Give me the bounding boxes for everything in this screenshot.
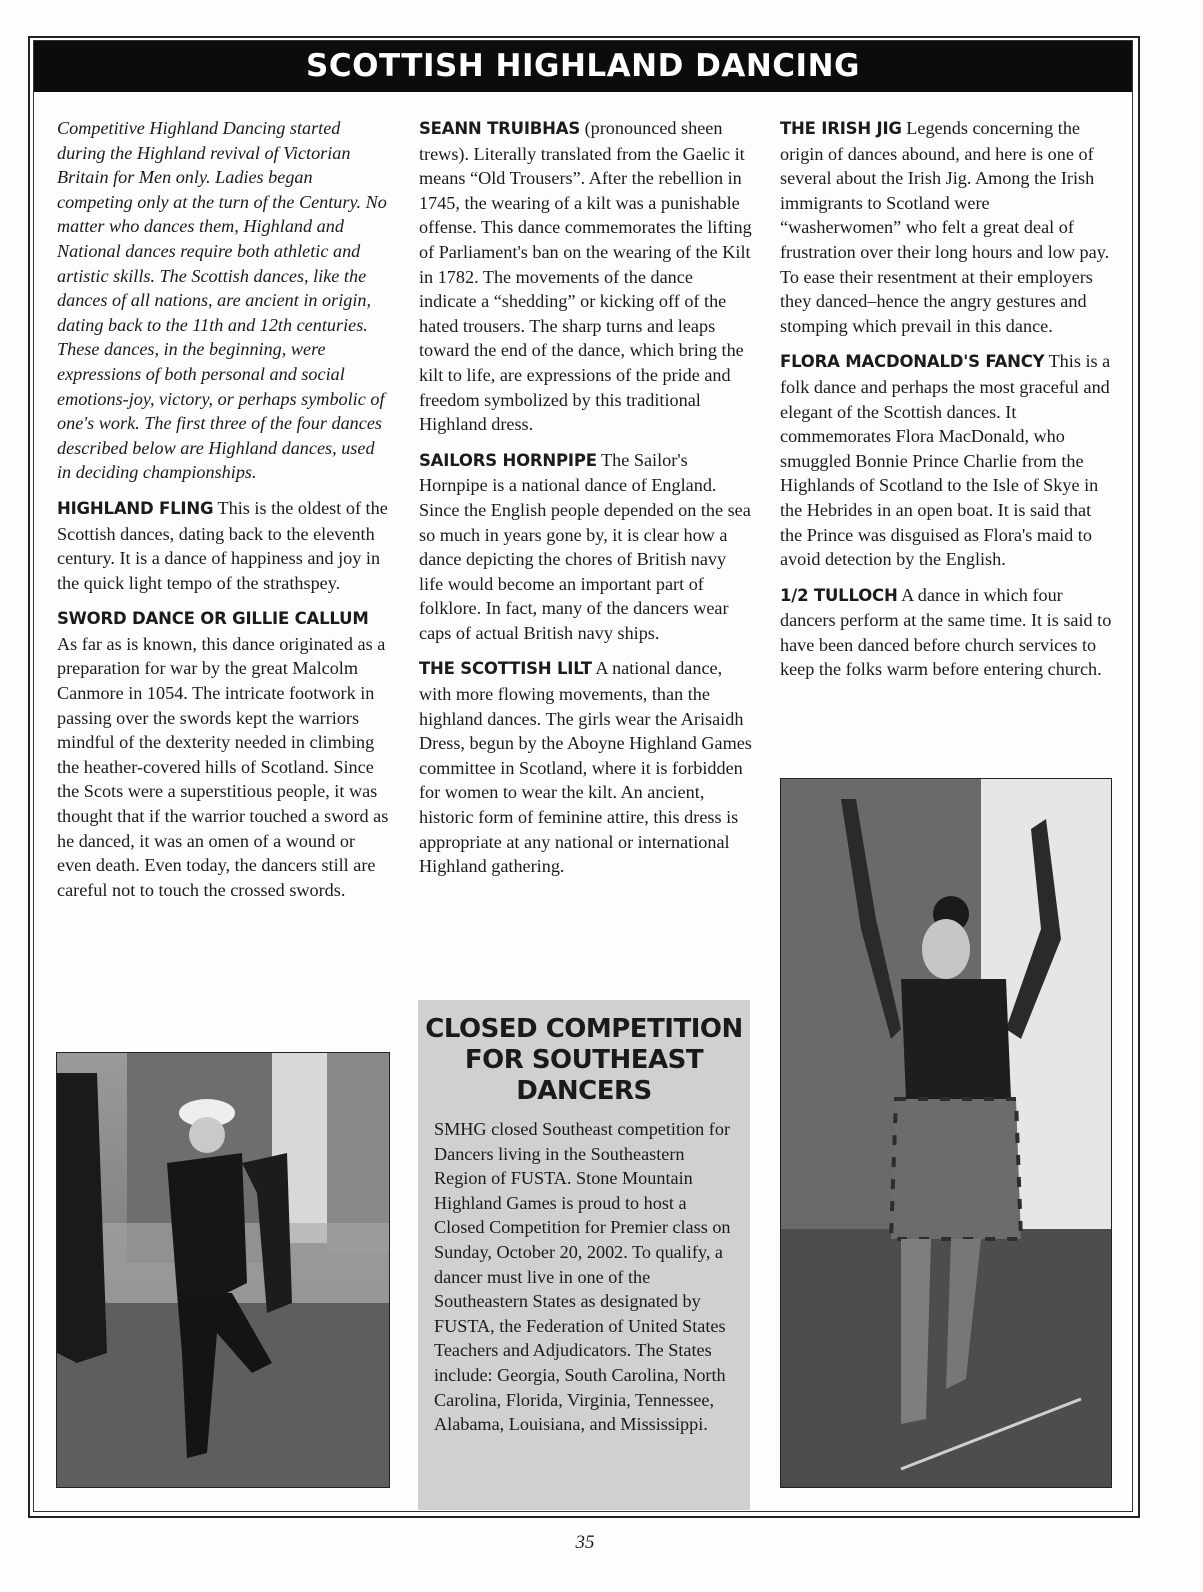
section-heading: 1/2 TULLOCH bbox=[780, 585, 898, 605]
section-body: (pronounced sheen trews). Literally translated from the Gaelic it means “Old Trousers”. After the rebellion in 1745, the wearing of a kilt was a punishable offense. This dance commemorates the lifting of Parliament's ban on the wearing of the Kilt in 1782. The movements of the dance indicate a “shedding” or kicking off of the hated trousers. The sharp turns and leaps toward the end of the dance, which bring the kilt to life, are expressions of the pride and freedom symbolized by this traditional Highland dress. bbox=[419, 118, 752, 435]
section-body: A dance in which four dancers perform at the same time. It is said to have been danced before church services to keep the folks warm before entering church. bbox=[780, 584, 1112, 680]
section-sailors-hornpipe bbox=[419, 448, 753, 646]
section-heading: FLORA MACDONALD'S FANCY bbox=[780, 352, 1045, 372]
section-irish-jig bbox=[780, 116, 1114, 338]
dancer-photo-illustration bbox=[57, 1053, 389, 1487]
section-heading: SWORD DANCE OR GILLIE CALLUM bbox=[57, 609, 369, 629]
section-body: The Sailor's Hornpipe is a national dance of England. Since the English people depended on the sea so much in years gone by, it is clear how a dance depicting the chores of British navy life would become an important part of folklore. In fact, many of the dancers wear caps of actual British navy ships. bbox=[419, 449, 751, 643]
section-heading: SEANN TRUIBHAS bbox=[419, 119, 581, 138]
sidebar-body: SMHG closed Southeast competition for Dancers living in the Southeastern Region of FUSTA. Stone Mountain Highland Games is proud to host a Closed Competition for Premier class on Sunday, October 20, 2002. To qualify, a dancer must live in one of the Southeastern States as designated by FUSTA, the Federation of United States Teachers and Adjudicators. The States include: Georgia, South Carolina, North Carolina, Florida, Virginia, Tennessee, Alabama, Louisiana, and Mississippi. bbox=[434, 1119, 731, 1435]
intro-paragraph: Competitive Highland Dancing started during the Highland revival of Victorian Britain for Men only. Ladies began competing only at the turn of the Century. No matter who dances them, Highland and National dances require both athletic and artistic skills. The Scottish dances, like the dances of all nations, are ancient in origin, dating back to the 11th and 12th centuries. These dances, in the beginning, were expressions of both personal and social emotions-joy, victory, or perhaps symbolic of one's work. The first three of the four dances described below are Highland dances, used in deciding championships. bbox=[57, 118, 387, 483]
section-highland-fling bbox=[57, 496, 391, 595]
column-3 bbox=[780, 116, 1114, 693]
section-flora-macdonald bbox=[780, 349, 1114, 571]
section-heading: SAILORS HORNPIPE bbox=[419, 450, 597, 470]
section-sword-dance bbox=[57, 606, 391, 902]
column-1 bbox=[57, 116, 391, 913]
section-scottish-lilt bbox=[419, 656, 753, 878]
column-2 bbox=[419, 116, 753, 890]
section-half-tulloch bbox=[780, 583, 1114, 682]
page-title: SCOTTISH HIGHLAND DANCING bbox=[34, 41, 1132, 92]
section-heading: THE SCOTTISH LILT bbox=[419, 659, 592, 679]
page-number: 35 bbox=[575, 1532, 595, 1553]
photo-sailor-hornpipe-dancer bbox=[56, 1052, 390, 1488]
section-body: This is the oldest of the Scottish dances, dating back to the eleventh century. It is a dance of happiness and joy in the quick light tempo of the strathspey. bbox=[57, 497, 388, 593]
section-body: This is a folk dance and perhaps the most graceful and elegant of the Scottish dances. It commemorates Flora MacDonald, who smuggled Bonnie Prince Charlie from the Highlands of Scotland to the Isle of Skye in the Hebrides in an open boat. It is said that the Prince was disguised as Flora's maid to avoid detection by the English. bbox=[780, 351, 1111, 570]
section-body: Legends concerning the origin of dances abound, and here is one of several about the Irish Jig. Among the Irish immigrants to Scotland were “washerwomen” who felt a great deal of frustration over their long hours and low pay. To ease their resentment at their employers they danced–hence the angry gestures and stomping which prevail in this dance. bbox=[780, 118, 1110, 336]
section-heading: HIGHLAND FLING bbox=[57, 498, 214, 518]
section-heading: THE IRISH JIG bbox=[780, 119, 902, 138]
highland-dancer-illustration bbox=[781, 779, 1111, 1487]
sidebar-closed-competition bbox=[418, 1000, 750, 1510]
section-seann-truibhas bbox=[419, 116, 753, 437]
photo-highland-dancer bbox=[780, 778, 1112, 1488]
section-body: A national dance, with more flowing movements, than the highland dances. The girls wear the Arisaidh Dress, begun by the Aboyne Highland Games committee in Scotland, where it is forbidden for women to wear the kilt. An ancient, historic form of feminine attire, this dress is appropriate at any national or international Highland gathering. bbox=[419, 658, 752, 877]
sidebar-heading: CLOSED COMPETITION FOR SOUTHEAST DANCERS bbox=[425, 1014, 743, 1106]
section-body: As far as is known, this dance originated as a preparation for war by the great Malcolm Canmore in 1054. The intricate footwork in passing over the swords kept the warriors mindful of the dexterity needed in climbing the heather-covered hills of Scotland. Since the Scots were a superstitious people, it was thought that if the warrior touched a sword as he danced, it was an omen of a wound or even death. Even today, the dancers still are careful not to touch the crossed swords. bbox=[57, 633, 389, 900]
